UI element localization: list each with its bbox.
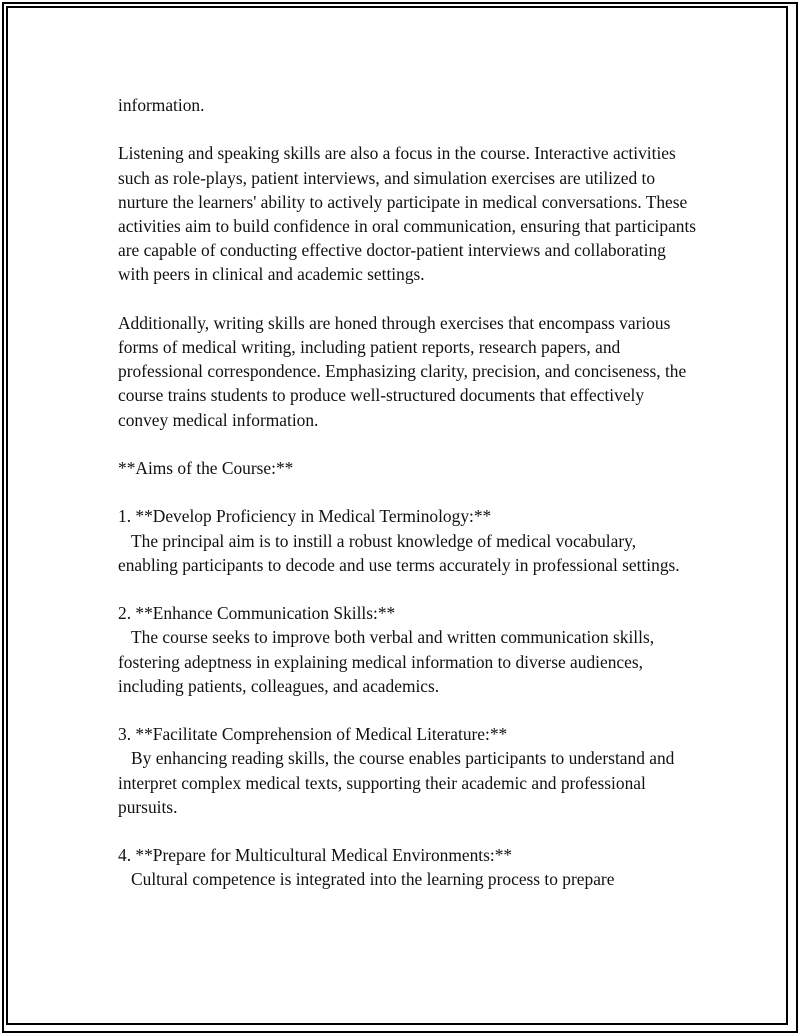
paragraph-listening-speaking: Listening and speaking skills are also a focus in the course. Interactive activities such as role-plays, patient interviews, and simulation exercises are utilized to nurture the learners' ability to actively participate in medical conversations. These activities aim to build confidence in oral communication, ensuring that participants are capable of conducting effective doctor-patient interviews and collaborating with peers in clinical and academic settings.	[118, 143, 701, 285]
aim-title: 3. **Facilitate Comprehension of Medical Literature:**	[118, 724, 508, 745]
paragraph-writing: Additionally, writing skills are honed through exercises that encompass various forms of medical writing, including patient reports, research papers, and professional correspondence. Emphasizing clarity, precision, and conciseness, the course trains students to produce well-structured documents that effectively convey medical information.	[118, 312, 691, 430]
continued-line: information.	[118, 95, 205, 115]
aim-body: The course seeks to improve both verbal and written communication skills, fostering adeptness in explaining medical information to diverse audiences, including patients, colleagues, and academics.	[118, 627, 659, 696]
aim-title: 1. **Develop Proficiency in Medical Terminology:**	[118, 506, 492, 527]
aim-body: Cultural competence is integrated into the learning process to prepare	[118, 869, 615, 890]
aim-body: The principal aim is to instill a robust knowledge of medical vocabulary, enabling participants to decode and use terms accurately in professional settings.	[118, 530, 680, 575]
aim-item	[118, 504, 698, 577]
aim-item	[118, 843, 698, 891]
document-body	[118, 93, 701, 892]
aim-item	[118, 601, 698, 698]
aim-title: 4. **Prepare for Multicultural Medical Environments:**	[118, 845, 513, 866]
aim-body: By enhancing reading skills, the course enables participants to understand and interpret complex medical texts, supporting their academic and professional pursuits.	[118, 748, 679, 817]
aims-heading: **Aims of the Course:**	[118, 458, 294, 478]
aim-item	[118, 722, 698, 819]
aim-title: 2. **Enhance Communication Skills:**	[118, 603, 396, 624]
